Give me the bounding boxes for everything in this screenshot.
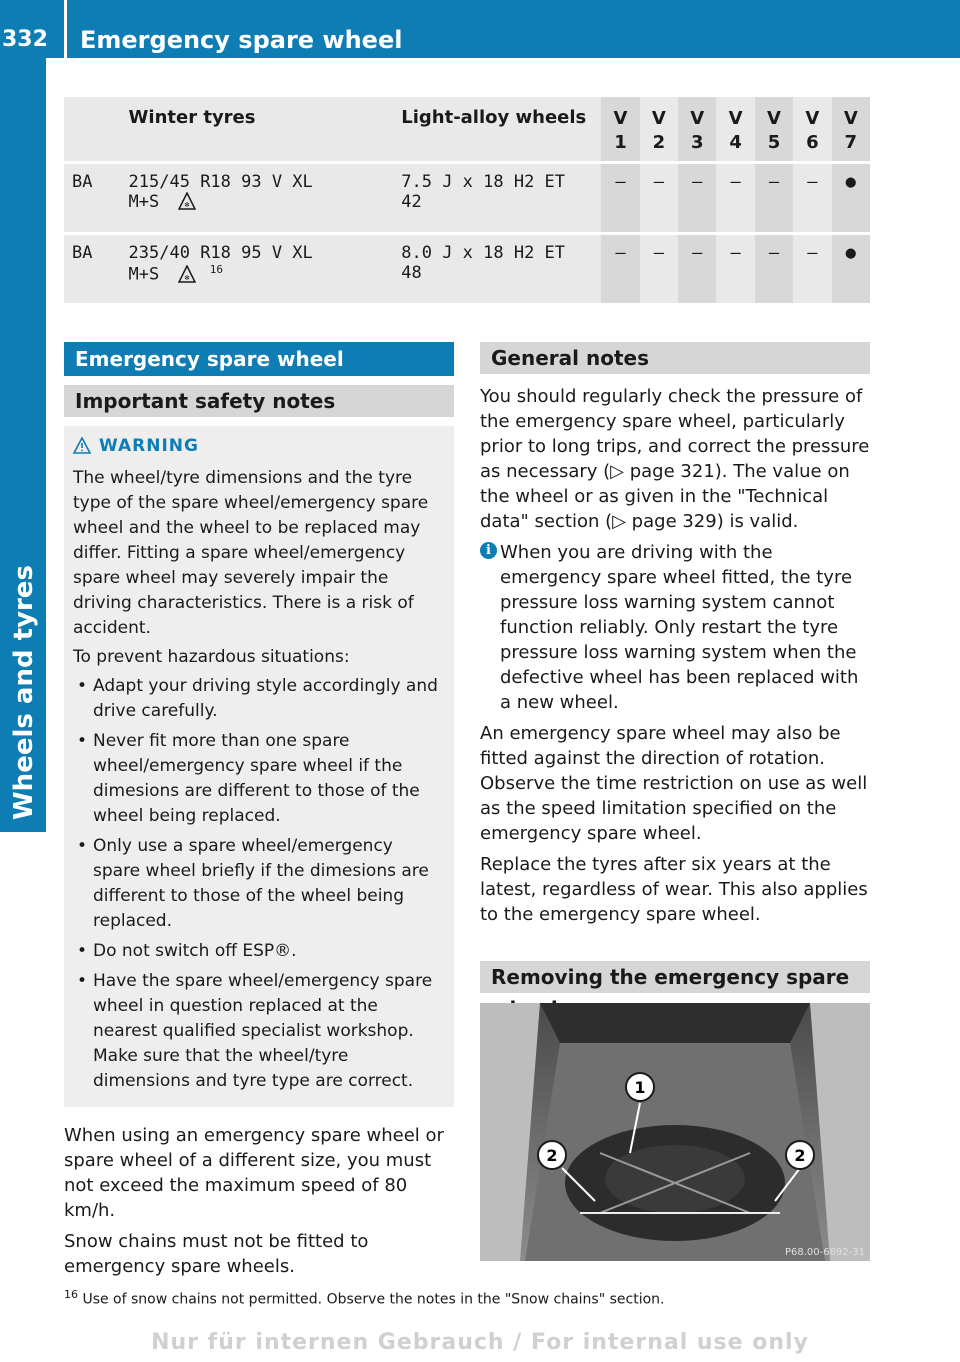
table-cell-mark: — [755, 234, 793, 304]
warning-box [64, 426, 454, 1107]
table-cell-wheel: 7.5 J x 18 H2 ET 42 [393, 163, 601, 234]
page-title: Emergency spare wheel [80, 26, 403, 54]
callout-2-left: 2 [546, 1146, 558, 1165]
watermark: Nur für internen Gebrauch / For internal use only [151, 1330, 809, 1355]
right-column [480, 342, 870, 1261]
table-cell-tyre [121, 234, 394, 304]
tyre-size: 215/45 R18 93 V XL [128, 172, 313, 192]
snow-chains-paragraph: Snow chains must not be fitted to emergency spare wheels. [64, 1231, 369, 1277]
sidebar-section-label: Wheels and tyres [9, 565, 39, 820]
svg-text:✻: ✻ [184, 272, 189, 282]
tyre-table [64, 97, 870, 303]
info-icon: i [480, 542, 497, 559]
subsection-title: Important safety notes [64, 385, 454, 417]
section-title: Emergency spare wheel [64, 342, 454, 376]
table-header-v6: V 6 [793, 97, 831, 163]
boot-photo [480, 1003, 870, 1261]
warning-list [73, 674, 445, 1094]
table-cell-mark: — [755, 163, 793, 234]
footnote-text: Use of snow chains not permitted. Observe the notes in the "Snow chains" section. [82, 1291, 665, 1308]
table-header-v4: V 4 [716, 97, 754, 163]
table-header-winter-tyres: Winter tyres [121, 97, 394, 163]
warning-text: The wheel/tyre dimensions and the tyre type of the spare wheel/emergency spare wheel and the wheel to be replaced may differ. Fitting a spare wheel/emergency spare wheel may severely impair the driving characteristics. There is a risk of accident. [73, 468, 429, 638]
table-cell-mark: — [601, 234, 639, 304]
footnote [64, 1288, 665, 1308]
table-cell-mark: ● [832, 234, 870, 304]
warning-prevent: To prevent hazardous situations: [73, 647, 350, 667]
mountain-snow-icon [178, 192, 196, 215]
table-header-v1: V 1 [601, 97, 639, 163]
footnote-ref: 16 [209, 263, 224, 276]
replace-paragraph: Replace the tyres after six years at the latest, regardless of wear. This also applies to the emergency spare wheel. [480, 854, 868, 925]
page-number: 332 [2, 27, 48, 52]
table-cell-mark: — [678, 163, 716, 234]
callout-2-right: 2 [794, 1146, 806, 1165]
list-item: • Adapt your driving style accordingly and drive carefully. [73, 674, 445, 724]
sidebar-tab [0, 58, 46, 832]
list-item: • Do not switch off ESP®. [73, 939, 445, 964]
table-cell-tyre [121, 163, 394, 234]
list-item: • Only use a spare wheel/emergency spare wheel briefly if the dimesions are different to those of the wheel being replaced. [73, 834, 445, 934]
pressure-paragraph: You should regularly check the pressure of the emergency spare wheel, particularly prior to long trips, and correct the pressure as necessary (▷ page 321). The value on the wheel or as given in the "Technical data" section (▷ page 329) is valid. [480, 386, 870, 532]
svg-text:✻: ✻ [184, 200, 189, 209]
removing-title: Removing the emergency spare [480, 961, 870, 993]
table-cell-mark: — [678, 234, 716, 304]
mountain-snow-icon [178, 265, 196, 288]
table-cell-mark: — [716, 234, 754, 304]
rotation-paragraph: An emergency spare wheel may also be fitted against the direction of rotation. Observe the time restriction on use as well as the speed limitation specified on the emergency spare wheel. [480, 723, 868, 844]
table-header-code [64, 97, 121, 163]
table-cell-mark: ● [832, 163, 870, 234]
header-divider [64, 0, 67, 58]
table-cell-mark: — [640, 163, 678, 234]
left-column [64, 342, 454, 1285]
table-cell-mark: — [601, 163, 639, 234]
table-cell-code: BA [64, 163, 121, 234]
table-cell-mark: — [716, 163, 754, 234]
boot-illustration [480, 1003, 870, 1261]
table-header-v2: V 2 [640, 97, 678, 163]
callout-1: 1 [634, 1078, 646, 1097]
general-notes-title: General notes [480, 342, 870, 374]
table-cell-wheel: 8.0 J x 18 H2 ET 48 [393, 234, 601, 304]
list-item: • Have the spare wheel/emergency spare wheel in question replaced at the nearest qualified specialist workshop. Make sure that the wheel/tyre dimensions and tyre type are correct. [73, 969, 445, 1094]
page-header [0, 0, 960, 58]
warning-triangle-icon [73, 437, 91, 462]
table-header-v5: V 5 [755, 97, 793, 163]
table-header-wheels: Light-alloy wheels [393, 97, 601, 163]
footnote-number: 16 [64, 1288, 78, 1301]
table-cell-code: BA [64, 234, 121, 304]
table-cell-mark: — [640, 234, 678, 304]
info-note [480, 540, 870, 715]
speed-paragraph: When using an emergency spare wheel or spare wheel of a different size, you must not exceed the maximum speed of 80 km/h. [64, 1125, 444, 1221]
warning-heading: WARNING [73, 434, 445, 462]
tyre-ms: M+S [128, 264, 160, 285]
list-item: • Never fit more than one spare wheel/emergency spare wheel if the dimesions are different to those of the wheel being replaced. [73, 729, 445, 829]
table-header-v3: V 3 [678, 97, 716, 163]
table-header-v7: V 7 [832, 97, 870, 163]
table-header-row [64, 97, 870, 163]
info-text: When you are driving with the emergency spare wheel fitted, the tyre pressure loss warning system cannot function reliably. Only restart the tyre pressure loss warning system when the defective wheel has been replaced with a new wheel. [500, 542, 859, 713]
table-cell-mark: — [793, 163, 831, 234]
table-row [64, 234, 870, 304]
table-cell-mark: — [793, 234, 831, 304]
table-row [64, 163, 870, 234]
photo-code: P68.00-6892-31 [784, 1247, 865, 1258]
tyre-ms: M+S [128, 192, 160, 212]
tyre-size: 235/40 R18 95 V XL [128, 243, 313, 263]
